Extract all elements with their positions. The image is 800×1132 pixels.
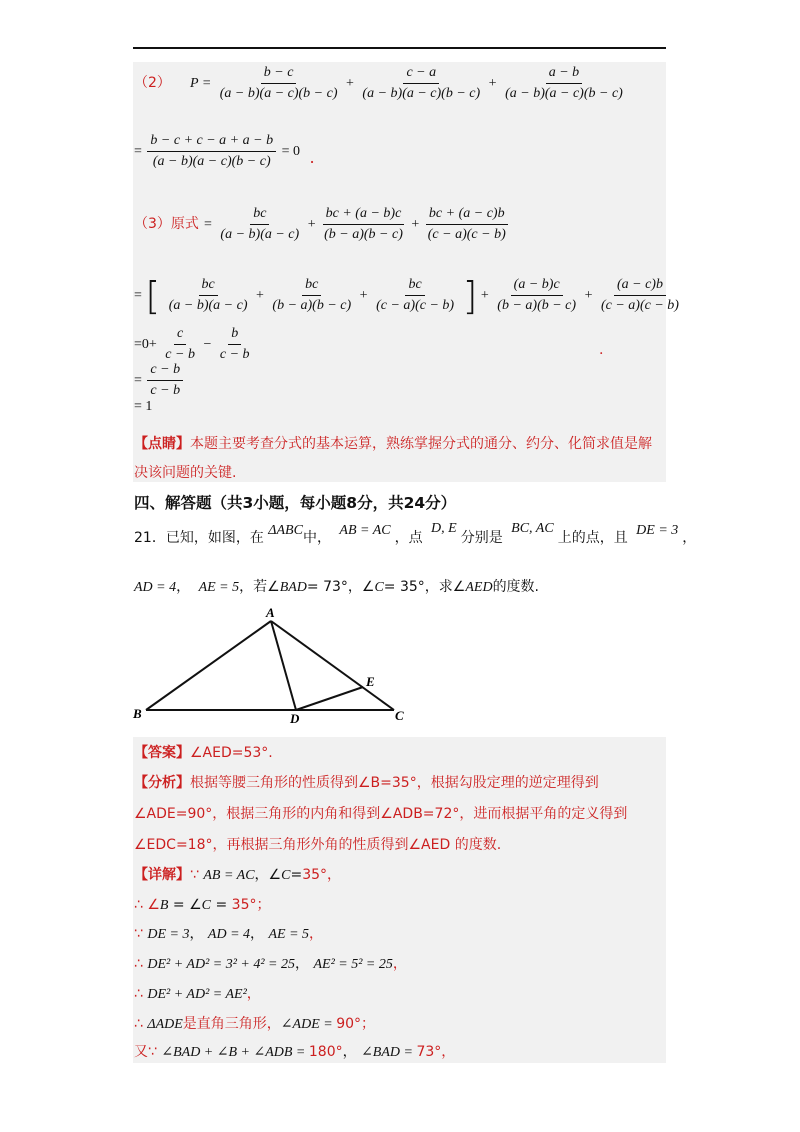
analysis-label: 【分析】 (134, 775, 190, 791)
red-dot: . (599, 342, 604, 358)
part3-line1: （3）原式 = $\frac{bc}{(a - b)(a - c)}$ + $\frac{bc + (a - b)c}{(b - a)(b - c)}$ + $\frac{bc + (a - c)b}{(c - a)(c - b)}$ (134, 205, 511, 244)
fraction: $\frac{bc}{(b - a)(b - c)}$ (272, 277, 352, 313)
part3-line5: = 1 (134, 399, 153, 414)
fraction: $\frac{c}{c - b}$ (165, 326, 195, 362)
comment-line2: 决该问题的关键. (134, 465, 237, 481)
segment-DE (296, 687, 363, 710)
part3-marker: （3）原式 (134, 216, 199, 233)
fraction: $\frac{bc + (a - b)c}{(b - a)(b - c)}$ (324, 206, 403, 242)
comment-line1 (134, 433, 652, 453)
question-number: 21． (134, 530, 166, 546)
fraction: $\frac{bc}{(a - b)(a - c)}$ (220, 206, 300, 242)
section-heading: 四、解答题（共3小题，每小题8分，共24分） (134, 494, 457, 512)
analysis-line1: 【分析】根据等腰三角形的性质得到∠B=35°，根据勾股定理的逆定理得到 (134, 775, 599, 791)
fraction: $\frac{b - c + c - a + a - b}{(a - b)(a - c)(b - c)}$ (147, 132, 276, 171)
q21-line1: 21．已知，如图，在 ΔABC中， AB = AC ，点 D, E分别是 BC, AC上的点，且 DE = 3 ， (134, 521, 697, 546)
vertex-label-b: B (133, 706, 142, 721)
part2-marker: （2） (134, 75, 171, 92)
detail-line3: ∵ DE = 3， AD = 4， AE = 5， (134, 926, 324, 942)
fraction: $\frac{bc}{(c - a)(c - b)}$ (376, 277, 455, 313)
comment-label: 【点睛】 (134, 436, 190, 452)
detail-line5: ∴ DE² + AD² = AE²， (134, 986, 261, 1002)
comment-text: 本题主要考查分式的基本运算，熟练掌握分式的通分、约分、化简求值是解 (190, 436, 652, 452)
detail-line4: ∴ DE² + AD² = 3² + 4² = 25， AE² = 5² = 25， (134, 956, 407, 972)
part2-line2: = $\frac{b - c + c - a + a - b}{(a - b)(a - c)(b - c)}$ = 0 . (134, 133, 315, 169)
fraction: $\frac{c - a}{(a - b)(a - c)(b - c)}$ (362, 65, 481, 101)
fraction: $\frac{b}{c - b}$ (219, 326, 250, 362)
fraction: $\frac{(a - b)c}{(b - a)(b - c)}$ (497, 277, 577, 313)
fraction: $\frac{a - b}{(a - b)(a - c)(b - c)}$ (505, 65, 623, 101)
segment-AB (146, 621, 271, 710)
triangle-figure (130, 604, 420, 728)
part3-line3: =0+ $\frac{c}{c - b}$ − $\frac{b}{c - b}$ (134, 325, 255, 364)
vertex-label-e: E (366, 674, 375, 689)
fraction: $\frac{bc}{(a - b)(a - c)}$ (168, 277, 248, 313)
fraction: $\frac{bc + (a - c)b}{(c - a)(c - b)}$ (427, 206, 506, 242)
fraction: $\frac{(a - c)b}{(c - a)(c - b)}$ (600, 277, 679, 313)
analysis-line2: ∠ADE=90°，根据三角形的内角和得到∠ADB=72°，进而根据平角的定义得到 (134, 806, 628, 822)
vertex-label-a: A (266, 605, 275, 620)
part2-line1: （2） P = $\frac{b - c}{(a - b)(a - c)(b - c)}$ + $\frac{c - a}{(a - b)(a - c)(b - c)}$ + $\frac{a - b}{(a - b)(a - c)(b - c)}$ (134, 64, 628, 103)
header-rule (133, 47, 666, 49)
part2-lhs: P = (190, 75, 212, 91)
detail-label: 【详解】 (134, 867, 190, 883)
analysis-line3: ∠EDC=18°，再根据三角形外角的性质得到∠AED 的度数. (134, 837, 502, 853)
answer-line (134, 742, 273, 762)
segment-AD (271, 621, 296, 710)
detail-line1: 【详解】∵ AB = AC，∠C=35°， (134, 867, 342, 883)
answer-text: ∠AED=53°. (190, 745, 273, 761)
vertex-label-d: D (290, 711, 300, 726)
fraction: $\frac{b - c}{(a - b)(a - c)(b - c)}$ (219, 65, 338, 101)
red-dot: . (309, 147, 315, 167)
fraction: $\frac{c - b}{c - b}$ (147, 361, 183, 400)
q21-line2: AD = 4， AE = 5，若∠BAD= 73°，∠C= 35°，求∠AED的度数. (134, 579, 540, 595)
detail-line6: ∴ ΔADE是直角三角形，∠ADE = 90°； (134, 1016, 376, 1032)
solution-panel-upper (133, 62, 666, 482)
part3-line2: = [ $\frac{bc}{(a - b)(a - c)}$ + $\frac{bc}{(b - a)(b - c)}$ + $\frac{bc}{(c - a)(c - b)}$ ] + $\frac{(a - b)c}{(b - a)(b - c)}$ + $\frac{(a - c)b}{(c - a)(c - b)}$ (134, 276, 684, 315)
vertex-label-c: C (395, 708, 404, 723)
detail-line2: ∴ ∠B = ∠C = 35°； (134, 897, 271, 913)
detail-line7: 又∵ ∠BAD + ∠B + ∠ADB = 180°， ∠BAD = 73°， (134, 1044, 456, 1060)
part3-line4: = $\frac{c - b}{c - b}$ (134, 361, 185, 400)
answer-label: 【答案】 (134, 745, 190, 761)
